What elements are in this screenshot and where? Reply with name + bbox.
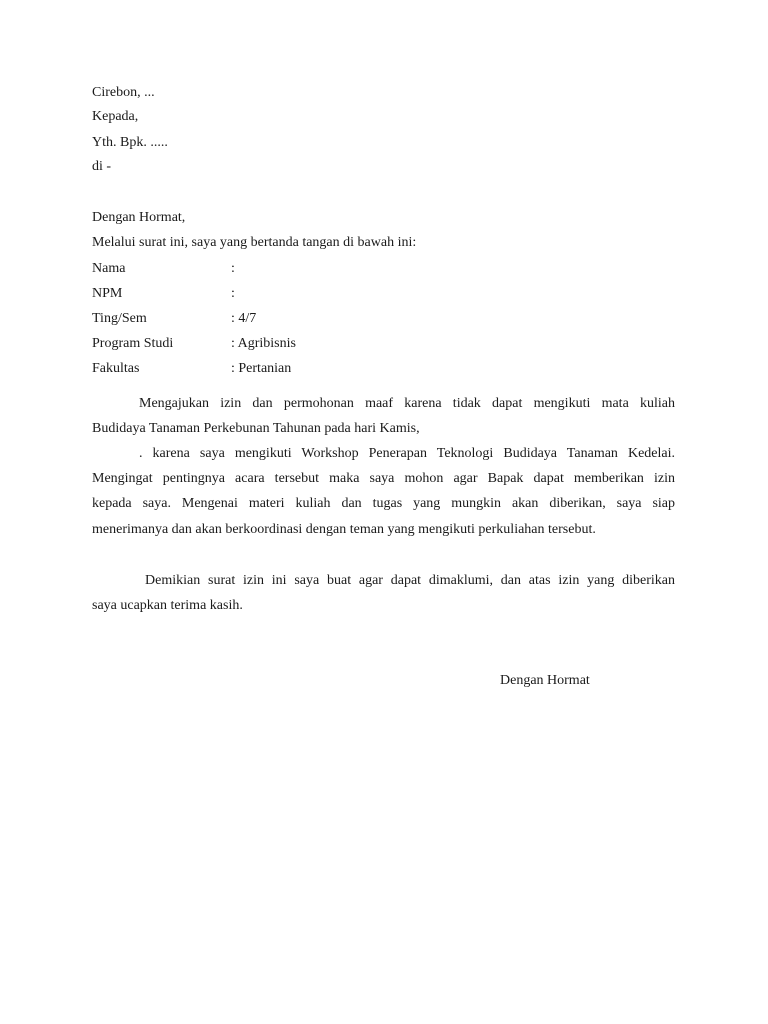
closing-line: Demikian surat izin ini saya buat agar dapat dimaklumi, dan atas izin yang diberikan (145, 573, 675, 588)
recipient-location: di - (92, 159, 112, 174)
intro-text: Melalui surat ini, saya yang bertanda tangan di bawah ini: (92, 235, 417, 250)
body-line: Mengajukan izin dan permohonan maaf karena tidak dapat mengikuti mata kuliah (139, 396, 675, 411)
body-line: menerimanya dan akan berkoordinasi dengan teman yang mengikuti perkuliahan tersebut. (92, 522, 596, 537)
body-line: Budidaya Tanaman Perkebunan Tahunan pada hari Kamis, (92, 421, 420, 436)
field-value: : (231, 286, 235, 301)
field-value: : Agribisnis (231, 336, 296, 351)
field-label: Nama (92, 261, 126, 276)
body-line: . karena saya mengikuti Workshop Penerapan Teknologi Budidaya Tanaman Kedelai. (139, 446, 675, 461)
body-line: Mengingat pentingnya acara tersebut maka saya mohon agar Bapak dapat memberikan izin (92, 471, 675, 486)
field-value: : 4/7 (231, 311, 257, 326)
field-label: Ting/Sem (92, 311, 147, 326)
field-label: Program Studi (92, 336, 174, 351)
sign-off: Dengan Hormat (500, 673, 590, 688)
to-label: Kepada, (92, 109, 139, 124)
field-label: NPM (92, 286, 123, 301)
closing-line: saya ucapkan terima kasih. (92, 598, 243, 613)
field-label: Fakultas (92, 361, 140, 376)
place-date: Cirebon, ... (92, 85, 155, 100)
field-value: : Pertanian (231, 361, 292, 376)
field-value: : (231, 261, 235, 276)
recipient: Yth. Bpk. ..... (92, 135, 168, 150)
greeting: Dengan Hormat, (92, 210, 186, 225)
body-line: kepada saya. Mengenai materi kuliah dan tugas yang mungkin akan diberikan, saya siap (92, 496, 675, 511)
